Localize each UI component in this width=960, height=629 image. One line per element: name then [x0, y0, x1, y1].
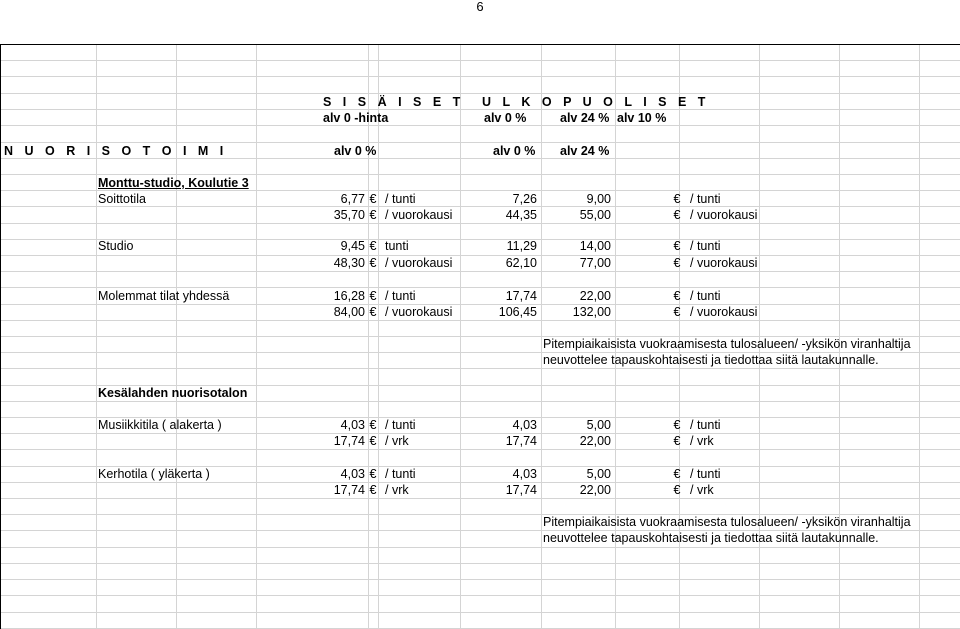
price-internal: 17,74 — [333, 483, 365, 497]
unit-label: / vrk — [385, 483, 409, 497]
header-alv24: alv 24 % — [560, 111, 610, 125]
unit-label: / vuorokausi — [385, 305, 453, 319]
grid-line — [1, 401, 960, 402]
price-external-alv24: 22,00 — [579, 483, 611, 497]
unit-label: / vrk — [385, 434, 409, 448]
grid-line — [1, 547, 960, 548]
euro-icon: € — [673, 418, 681, 432]
price-internal: 4,03 — [340, 467, 365, 481]
header-sisaiset: S I S Ä I S E T — [323, 95, 465, 109]
grid-line — [1, 223, 960, 224]
grid-line — [1, 60, 960, 61]
price-external-alv0: 17,74 — [505, 483, 537, 497]
price-external-alv0: 17,74 — [505, 434, 537, 448]
euro-icon: € — [673, 239, 681, 253]
header-alv0: alv 0 % — [484, 111, 527, 125]
grid-line — [96, 45, 97, 629]
euro-icon: € — [369, 208, 377, 222]
euro-icon: € — [369, 256, 377, 270]
grid-line — [1, 271, 960, 272]
unit-label: / vuorokausi — [385, 256, 453, 270]
price-internal: 17,74 — [333, 434, 365, 448]
grid-line — [1, 174, 960, 175]
euro-icon: € — [369, 289, 377, 303]
price-external-alv24: 5,00 — [586, 467, 611, 481]
price-external-alv24: 132,00 — [572, 305, 611, 319]
unit-label: / vuorokausi — [690, 256, 758, 270]
price-internal: 84,00 — [333, 305, 365, 319]
unit-label: / vuorokausi — [690, 208, 758, 222]
price-internal: 16,28 — [333, 289, 365, 303]
unit-label: / tunti — [385, 289, 416, 303]
unit-label: / tunti — [385, 467, 416, 481]
euro-icon: € — [369, 239, 377, 253]
price-external-alv0: 7,26 — [512, 192, 537, 206]
unit-label: / vrk — [690, 483, 714, 497]
price-external-alv24: 77,00 — [579, 256, 611, 270]
grid-line — [460, 45, 461, 629]
room-name: Soittotila — [98, 192, 146, 206]
unit-label: / tunti — [690, 192, 721, 206]
euro-icon: € — [673, 256, 681, 270]
unit-label: / tunti — [690, 418, 721, 432]
grid-line — [1, 498, 960, 499]
price-external-alv24: 9,00 — [586, 192, 611, 206]
rental-note-line1: Pitempiaikaisista vuokraamisesta tulosalueen/ -yksikön viranhaltija — [543, 337, 911, 351]
grid-line — [1, 125, 960, 126]
unit-label: / tunti — [690, 467, 721, 481]
unit-label: / tunti — [690, 289, 721, 303]
euro-icon: € — [673, 467, 681, 481]
euro-icon: € — [673, 208, 681, 222]
kesalahti-title: Kesälahden nuorisotalon — [98, 386, 248, 400]
grid-line — [1, 368, 960, 369]
price-external-alv24: 14,00 — [579, 239, 611, 253]
price-external-alv0: 17,74 — [505, 289, 537, 303]
euro-icon: € — [369, 483, 377, 497]
price-external-alv0: 11,29 — [506, 239, 537, 253]
unit-label: / tunti — [385, 192, 416, 206]
grid-line — [256, 45, 257, 629]
grid-line — [1, 563, 960, 564]
section-title-nuorisotoimi: N U O R I S O T O I M I — [4, 144, 228, 158]
nuoriso-alv24: alv 24 % — [560, 144, 610, 158]
euro-icon: € — [369, 418, 377, 432]
euro-icon: € — [369, 434, 377, 448]
grid-line — [1, 109, 960, 110]
room-name: Molemmat tilat yhdessä — [98, 289, 230, 303]
grid-line — [541, 45, 542, 629]
euro-icon: € — [673, 192, 681, 206]
header-alv0-hinta: alv 0 -hinta — [323, 111, 389, 125]
unit-label: / tunti — [385, 418, 416, 432]
grid-line — [1, 320, 960, 321]
price-internal: 4,03 — [340, 418, 365, 432]
grid-line — [1, 287, 960, 288]
price-external-alv24: 22,00 — [579, 434, 611, 448]
grid-line — [919, 45, 920, 629]
price-external-alv0: 4,03 — [512, 467, 537, 481]
grid-line — [1, 449, 960, 450]
grid-line — [176, 45, 177, 629]
euro-icon: € — [369, 467, 377, 481]
room-name: Musiikkitila ( alakerta ) — [98, 418, 222, 432]
price-external-alv24: 5,00 — [586, 418, 611, 432]
page-number: 6 — [476, 0, 484, 14]
unit-label: / vuorokausi — [690, 305, 758, 319]
grid-line — [1, 93, 960, 94]
price-external-alv24: 22,00 — [579, 289, 611, 303]
grid-line — [368, 45, 369, 629]
header-ulkopuoliset: U L K O P U O L I S E T — [482, 95, 710, 109]
euro-icon: € — [673, 434, 681, 448]
price-internal: 6,77 — [340, 192, 365, 206]
grid-line — [1, 76, 960, 77]
header-alv10: alv 10 % — [617, 111, 667, 125]
nuoriso-alv0-a: alv 0 % — [334, 144, 377, 158]
grid-line — [1, 612, 960, 613]
euro-icon: € — [369, 192, 377, 206]
price-external-alv0: 62,10 — [505, 256, 537, 270]
price-external-alv0: 44,35 — [505, 208, 537, 222]
grid-line — [1, 579, 960, 580]
room-name: Kerhotila ( yläkerta ) — [98, 467, 210, 481]
euro-icon: € — [369, 305, 377, 319]
euro-icon: € — [673, 289, 681, 303]
unit-label: / vrk — [690, 434, 714, 448]
price-internal: 9,45 — [340, 239, 365, 253]
unit-label: / vuorokausi — [385, 208, 453, 222]
price-external-alv24: 55,00 — [579, 208, 611, 222]
euro-icon: € — [673, 305, 681, 319]
rental-note-line2: neuvottelee tapauskohtaisesti ja tiedottaa siitä lautakunnalle. — [543, 531, 879, 545]
rental-note-line1: Pitempiaikaisista vuokraamisesta tulosalueen/ -yksikön viranhaltija — [543, 515, 911, 529]
grid-line — [1, 142, 960, 143]
monttu-title: Monttu-studio, Koulutie 3 — [98, 176, 249, 190]
room-name: Studio — [98, 239, 134, 253]
grid-line — [378, 45, 379, 629]
nuoriso-alv0-b: alv 0 % — [493, 144, 536, 158]
unit-label: tunti — [385, 239, 409, 253]
grid-line — [1, 595, 960, 596]
euro-icon: € — [673, 483, 681, 497]
price-internal: 35,70 — [333, 208, 365, 222]
unit-label: / tunti — [690, 239, 721, 253]
rental-note-line2: neuvottelee tapauskohtaisesti ja tiedottaa siitä lautakunnalle. — [543, 353, 879, 367]
price-internal: 48,30 — [333, 256, 365, 270]
price-external-alv0: 4,03 — [512, 418, 537, 432]
price-external-alv0: 106,45 — [498, 305, 537, 319]
